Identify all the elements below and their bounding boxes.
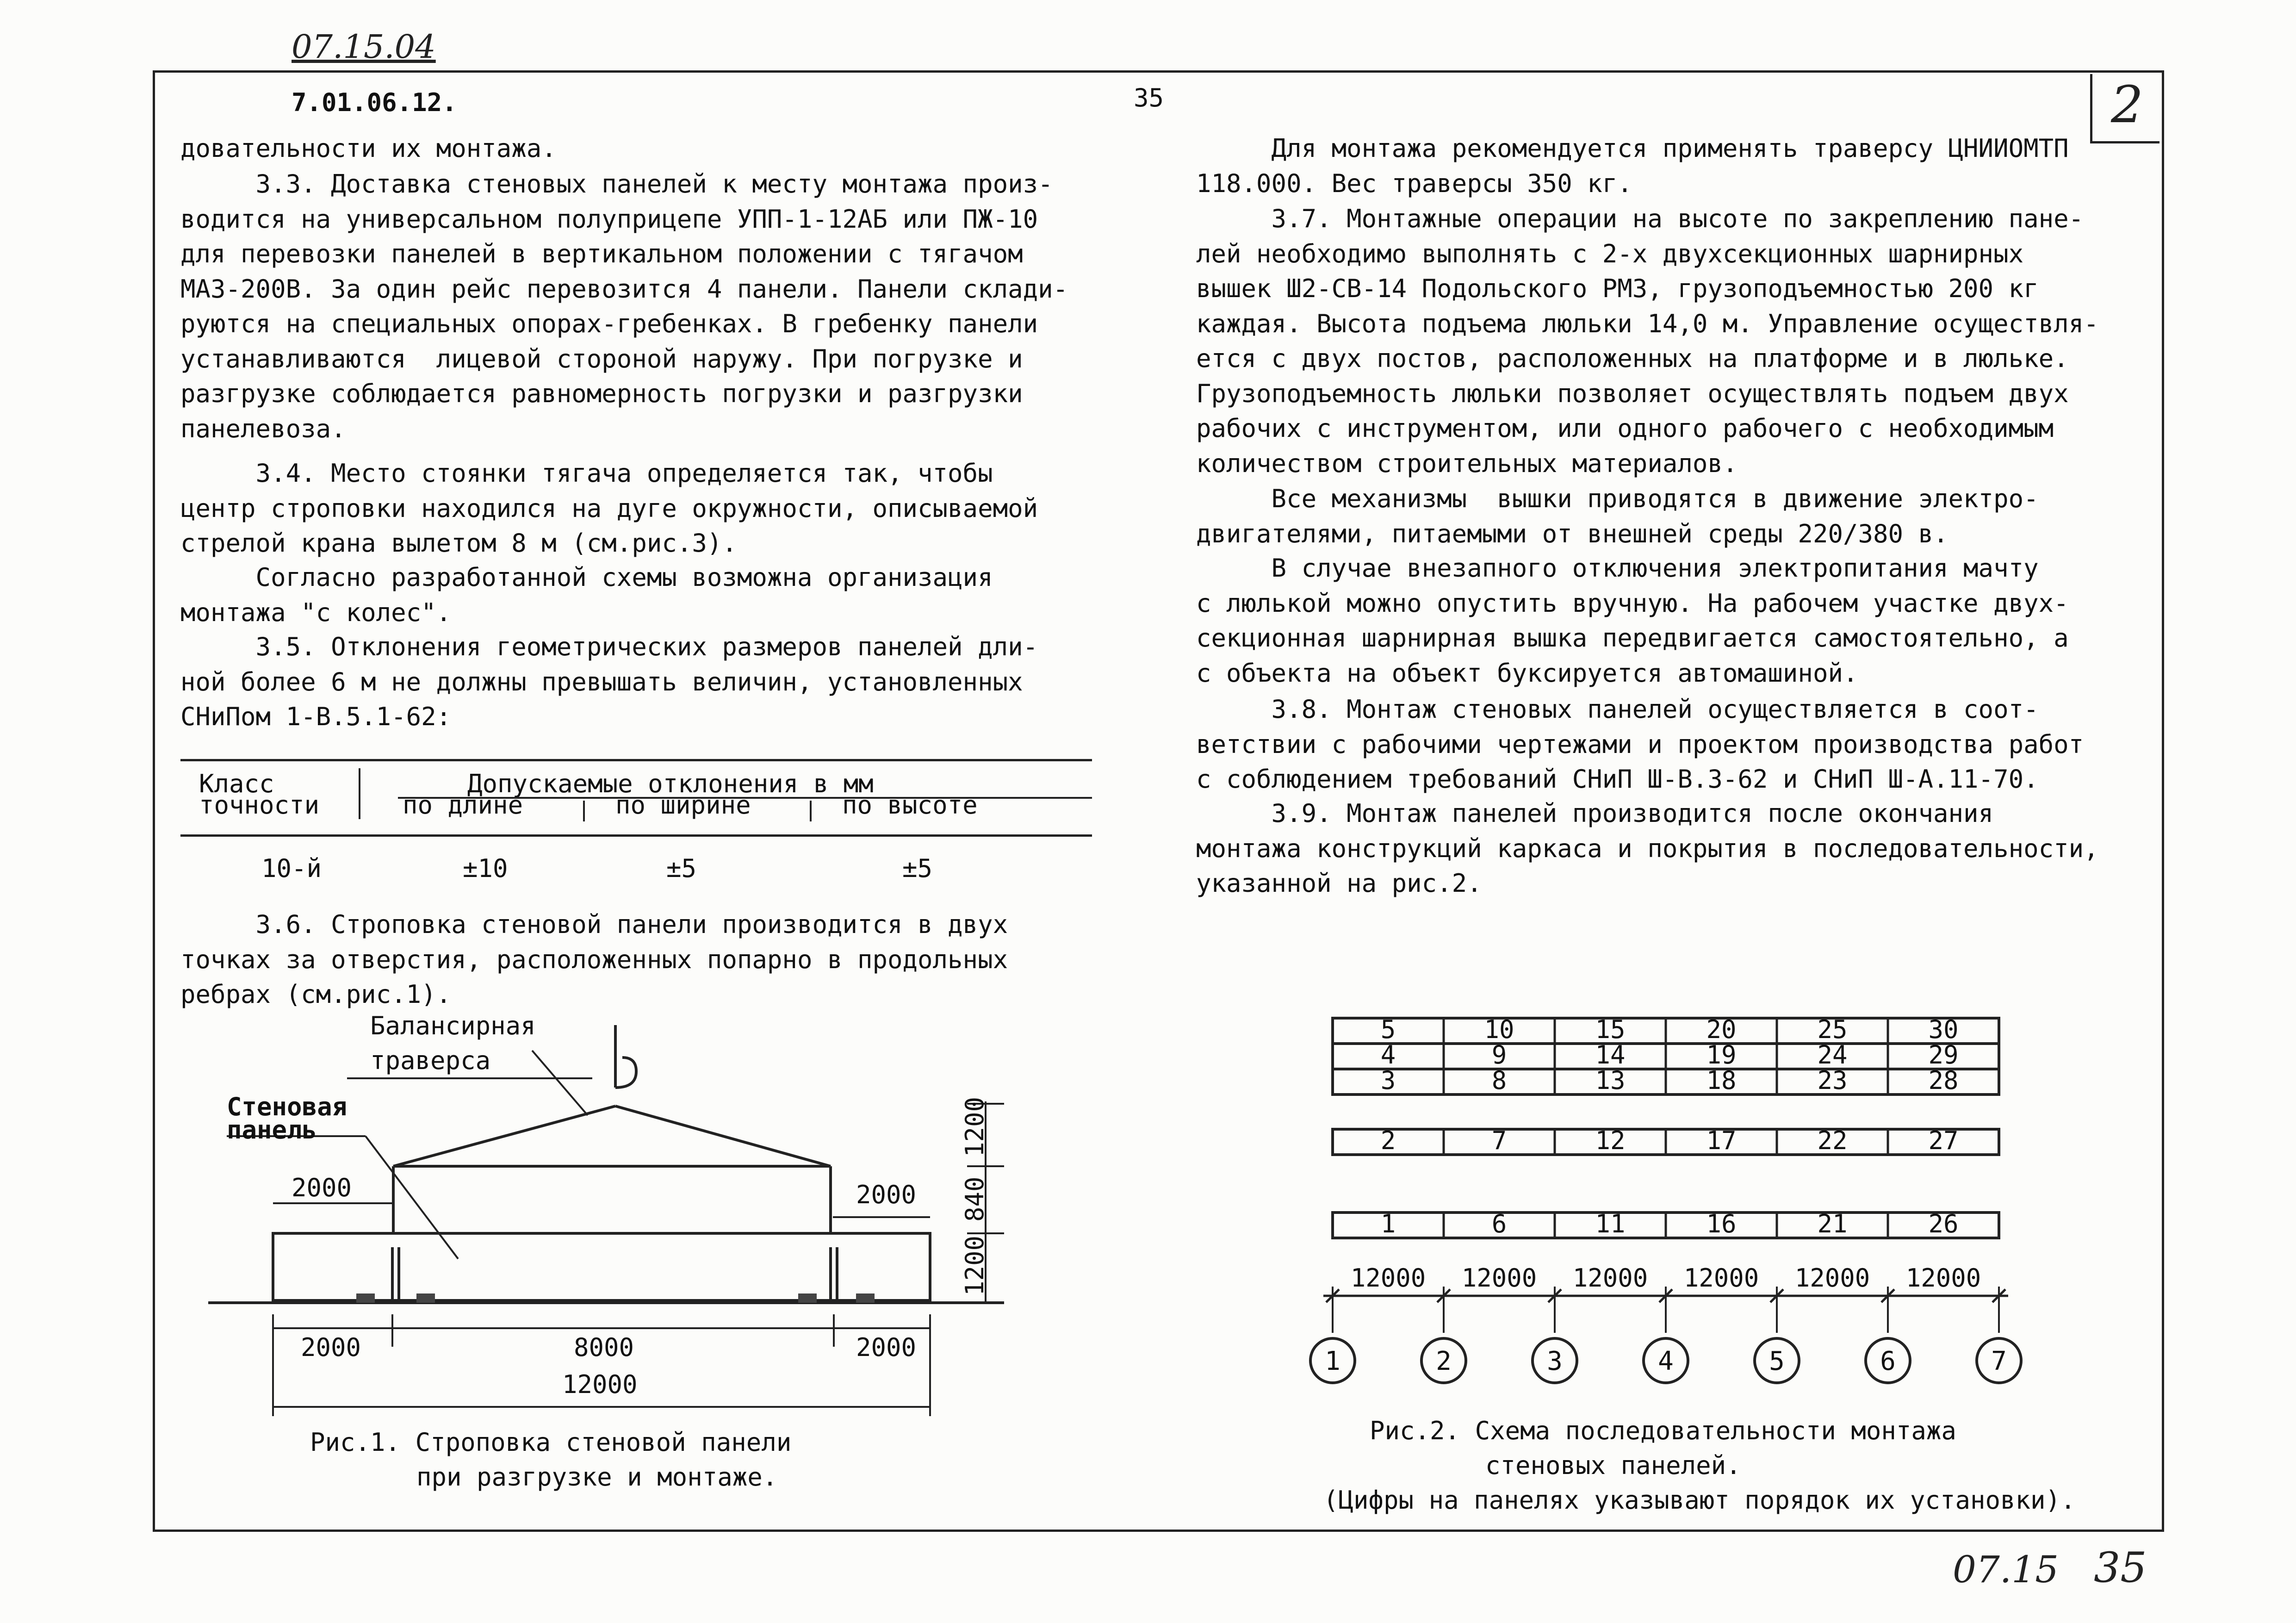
axis-label: 4 (1658, 1346, 1674, 1376)
panel-row-5-cell: 15 (1595, 1015, 1626, 1044)
dim-bottom-left: 2000 (301, 1333, 361, 1362)
panel-row-4-cell: 24 (1817, 1040, 1848, 1070)
panel-label-1: Стеновая (227, 1092, 348, 1121)
handwritten-top-code: 07.15.04 (292, 28, 436, 66)
span-label: 12000 (1683, 1263, 1759, 1293)
left-paragraph-scheme: Согласно разработанной схемы возможна организация монтажа "с колес". (180, 563, 993, 627)
panel-row-1-cell: 21 (1817, 1209, 1848, 1238)
fig2-caption-3: (Цифры на панелях указывают порядок их установки). (1323, 1486, 2076, 1515)
left-paragraph-3-6: 3.6. Строповка стеновой панели производится в двух точках за отверстия, расположенных попарно в продольных ребрах (см.рис.1). (180, 910, 1008, 1009)
fig2-caption-2: стеновых панелей. (1485, 1451, 1741, 1480)
dim-total: 12000 (562, 1370, 638, 1399)
traverse-label-1: Балансирная (370, 1011, 536, 1040)
col-class-line2: точности (199, 790, 320, 820)
dim-bottom-right: 2000 (856, 1333, 917, 1362)
right-paragraph-mechanisms: Все механизмы вышки приводятся в движение электро- двигателями, питаемыми от внешней среды 220/380 в. (1196, 484, 2039, 548)
axis-label: 6 (1880, 1346, 1896, 1376)
panel-row-4-cell: 14 (1595, 1040, 1626, 1070)
span-label: 12000 (1461, 1263, 1537, 1293)
dim-h2: 840 (960, 1176, 989, 1222)
dim-right-top: 2000 (856, 1180, 917, 1209)
fig2-caption-1: Рис.2. Схема последовательности монтажа (1370, 1416, 1956, 1445)
panel-row-5-cell: 5 (1380, 1015, 1396, 1044)
dim-h1: 1200 (960, 1096, 989, 1157)
panel-row-1-cell: 26 (1928, 1209, 1959, 1238)
left-paragraph-3-3: 3.3. Доставка стеновых панелей к месту монтажа произ- водится на универсальном полуприцепе УПП-1-12АБ или ПЖ-10 для перевозки панелей в вертикальном положении с тягачом МАЗ-200В. За один рейс перевозится 4 панели. Панели склади- руются на специальных опорах-гребенках. В гребенку панели устанавливаются лицевой стороной наружу. При погрузке и разгрузке соблюдается равномерность погрузки и разгрузки панелевоза. (180, 169, 1068, 443)
panel-row-3-cell: 18 (1706, 1066, 1737, 1095)
span-label: 12000 (1350, 1263, 1426, 1293)
group-header: Допускаемые отклонения в мм (467, 769, 874, 798)
row-length: ±10 (463, 854, 508, 883)
panel-row-3-cell: 8 (1491, 1066, 1507, 1095)
panel-label-2: панель (227, 1115, 317, 1144)
panel-row-1-cell: 6 (1491, 1209, 1507, 1238)
panel-row-4-cell: 29 (1928, 1040, 1959, 1070)
panel-row-4-cell: 4 (1380, 1040, 1396, 1070)
doc-number: 7.01.06.12. (292, 88, 457, 117)
sub-height: по высоте (842, 790, 978, 820)
sub-width: по ширине (615, 790, 751, 820)
span-label: 12000 (1905, 1263, 1981, 1293)
handwritten-bottom-code: 07.15 (1953, 1548, 2059, 1591)
right-paragraph-3-8: 3.8. Монтаж стеновых панелей осуществляется в соот- ветствии с рабочими чертежами и проектом производства работ с соблюдением требований СНиП Ш-В.3-62 и СНиП Ш-А.11-70. (1196, 695, 2084, 794)
handwritten-bottom-page: 35 (2094, 1543, 2147, 1592)
panel-row-5-cell: 30 (1928, 1015, 1959, 1044)
dim-h3: 1200 (960, 1235, 989, 1296)
sub-length: по длине (403, 790, 523, 820)
panel-row-2-cell: 7 (1491, 1126, 1507, 1155)
left-paragraph-3-4: 3.4. Место стоянки тягача определяется так, чтобы центр строповки находился на дуге окружности, описываемой стрелой крана вылетом 8 м (см.рис.3). (180, 459, 1038, 558)
panel-row-4-cell: 9 (1491, 1040, 1507, 1070)
col-class-line1: Класс (199, 769, 274, 798)
panel-row-5-cell: 10 (1484, 1015, 1514, 1044)
panel-row-3-cell: 28 (1928, 1066, 1959, 1095)
axis-label: 2 (1436, 1346, 1452, 1376)
panel-row-3-cell: 23 (1817, 1066, 1848, 1095)
axis-label: 5 (1769, 1346, 1785, 1376)
panel-row-2-cell: 17 (1706, 1126, 1737, 1155)
axis-label: 3 (1547, 1346, 1563, 1376)
panel-row-2-cell: 12 (1595, 1126, 1626, 1155)
dim-left-top: 2000 (292, 1173, 352, 1202)
panel-row-1-cell: 16 (1706, 1209, 1737, 1238)
page-number: 35 (1134, 83, 1164, 112)
panel-row-2-cell: 27 (1928, 1126, 1959, 1155)
axis-label: 7 (1991, 1346, 2007, 1376)
panel-row-1-cell: 11 (1595, 1209, 1626, 1238)
right-paragraph-3-7: 3.7. Монтажные операции на высоте по закреплению пане- лей необходимо выполнять с 2-х двухсекционных шарнирных вышек Ш2-СВ-14 Подольского РМЗ, грузоподъемностью 200 кг каждая. Высота подъема люльки 14,0 м. Управление осуществля- ется с двух постов, расположенных на платформе и в люльке. Грузоподъемность люльки позволяет осуществлять подъем двух рабочих с инструментом, или одного рабочего с необходимым количеством строительных материалов. (1196, 204, 2099, 478)
left-paragraph-3-5: 3.5. Отклонения геометрических размеров панелей дли- ной более 6 м не должны превышать величин, установленных СНиПом 1-В.5.1-62: (180, 632, 1038, 731)
axis-label: 1 (1325, 1346, 1340, 1376)
row-height: ±5 (902, 854, 933, 883)
left-paragraph-1: довательности их монтажа. (180, 134, 557, 163)
traverse-label-2: траверса (370, 1046, 491, 1075)
panel-row-3-cell: 3 (1380, 1066, 1396, 1095)
panel-row-1-cell: 1 (1380, 1209, 1396, 1238)
span-label: 12000 (1572, 1263, 1648, 1293)
panel-row-5-cell: 20 (1706, 1015, 1737, 1044)
row-width: ±5 (666, 854, 697, 883)
panel-row-4-cell: 19 (1706, 1040, 1737, 1070)
panel-row-2-cell: 22 (1817, 1126, 1848, 1155)
sheet-number: 2 (2111, 75, 2143, 134)
right-paragraph-3-9: 3.9. Монтаж панелей производится после окончания монтажа конструкций каркаса и покрытия в последовательности, указанной на рис.2. (1196, 799, 2099, 898)
panel-row-2-cell: 2 (1380, 1126, 1396, 1155)
panel-row-5-cell: 25 (1817, 1015, 1848, 1044)
fig1-caption-2: при разгрузке и монтаже. (416, 1462, 778, 1492)
right-paragraph-traverse: Для монтажа рекомендуется применять траверсу ЦНИИОМТП 118.000. Вес траверсы 350 кг. (1196, 134, 2069, 198)
row-class: 10-й (261, 854, 322, 883)
dim-bottom-mid: 8000 (574, 1333, 634, 1362)
panel-row-3-cell: 13 (1595, 1066, 1626, 1095)
right-paragraph-power: В случае внезапного отключения электропитания мачту с люлькой можно опустить вручную. На рабочем участке двух- секционная шарнирная вышка передвигается самостоятельно, а с объекта на объект буксируется автомашиной. (1196, 553, 2069, 688)
span-label: 12000 (1794, 1263, 1870, 1293)
fig1-caption-1: Рис.1. Строповка стеновой панели (310, 1428, 792, 1457)
